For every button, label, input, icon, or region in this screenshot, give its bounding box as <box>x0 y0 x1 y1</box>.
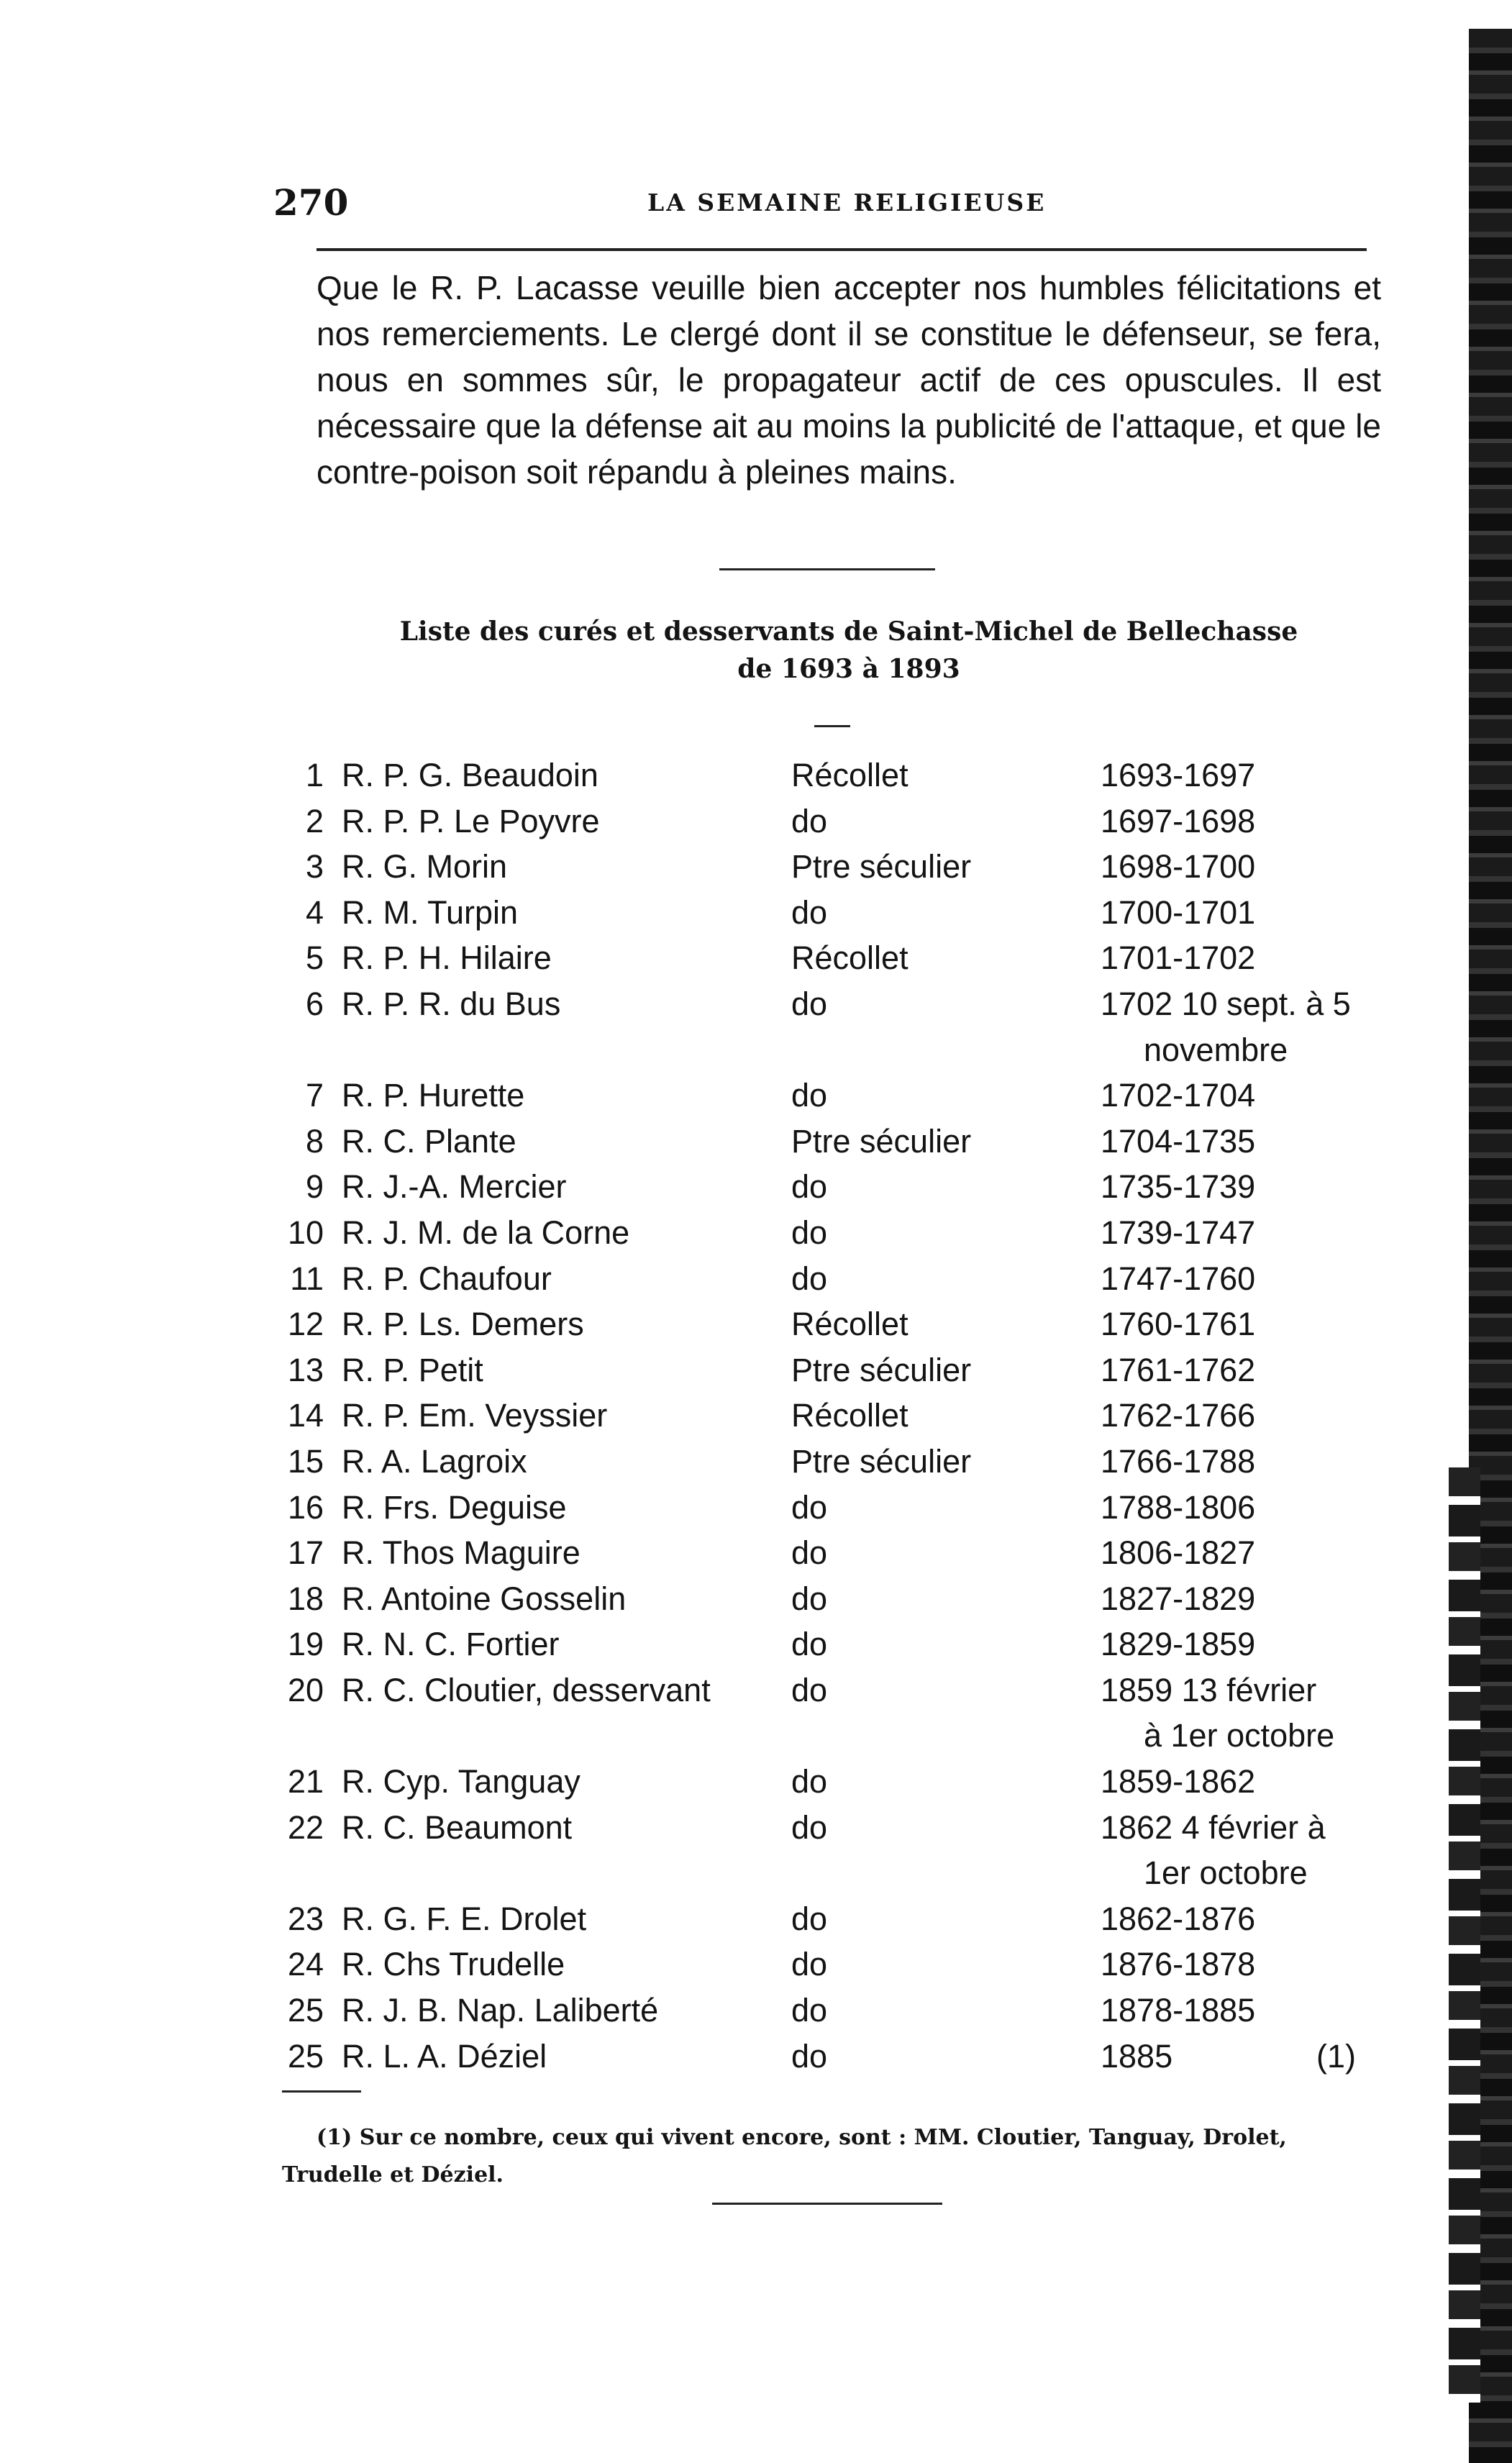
entry-dates <box>1101 752 1381 798</box>
entry-name: R. M. Turpin <box>342 893 519 931</box>
scan-edge-artifact <box>1449 1467 1480 2403</box>
entry-name: R. G. Morin <box>342 848 508 886</box>
entry-name: R. P. Petit <box>342 1351 483 1388</box>
entry-name: R. C. Cloutier, desservant <box>342 1671 711 1708</box>
entry-status: Ptre séculier <box>791 848 972 886</box>
entry-status: do <box>791 1808 828 1846</box>
entry-number: 14 <box>287 1397 324 1434</box>
entry-dates <box>1101 1759 1381 1805</box>
footnote-reference: (1) <box>1316 2037 1356 2075</box>
entry-name: R. L. A. Déziel <box>342 2037 547 2075</box>
entry-name: R. P. Hurette <box>342 1077 525 1114</box>
list-item <box>273 1621 1381 1667</box>
entry-dates-line: 1762-1766 <box>1101 1397 1256 1434</box>
entry-dates-continuation: novembre <box>1144 1031 1288 1068</box>
list-item <box>273 1988 1381 2034</box>
entry-dates-line: 1761-1762 <box>1101 1351 1256 1388</box>
entry-dates <box>1101 1164 1381 1210</box>
entry-number: 12 <box>287 1306 324 1343</box>
entry-dates <box>1101 1941 1381 1988</box>
entry-status: do <box>791 985 828 1022</box>
entry-dates <box>1101 844 1381 890</box>
list-item <box>273 935 1381 981</box>
entry-name: R. J. B. Nap. Laliberté <box>342 1992 659 2029</box>
list-item <box>273 1439 1381 1485</box>
list-title-line: Liste des curés et desservants de Saint-Michel de Bellechasse <box>399 616 1298 647</box>
entry-dates-line: 1700-1701 <box>1101 893 1256 931</box>
entry-dates-line: 1697-1698 <box>1101 802 1256 839</box>
list-item <box>273 1256 1381 1302</box>
entry-dates <box>1101 1667 1381 1759</box>
entry-name: R. Chs Trudelle <box>342 1946 565 1983</box>
list-item <box>273 1210 1381 1256</box>
entry-number: 24 <box>287 1946 324 1983</box>
footnote-line: (1) Sur ce nombre, ceux qui vivent encore, sont : MM. Cloutier, Tanguay, Drolet, <box>316 2125 1287 2150</box>
entry-dates-line: 1859-1862 <box>1101 1763 1256 1800</box>
entry-status: do <box>791 893 828 931</box>
entry-number: 11 <box>290 1260 324 1297</box>
entry-dates <box>1101 1621 1381 1667</box>
entry-dates <box>1101 1301 1381 1347</box>
entry-number: 5 <box>305 939 324 977</box>
list-item <box>273 981 1381 1073</box>
entry-dates-line: 1702-1704 <box>1101 1077 1256 1114</box>
entry-dates-line: 1766-1788 <box>1101 1442 1256 1480</box>
entry-dates-line: 1702 10 sept. à 5 <box>1101 985 1351 1022</box>
entry-name: R. G. F. E. Drolet <box>342 1900 587 1937</box>
list-item <box>273 890 1381 936</box>
entry-dates-line: 1862 4 février à <box>1101 1808 1326 1846</box>
entry-name: R. Cyp. Tanguay <box>342 1763 580 1800</box>
list-item <box>273 1485 1381 1531</box>
list-item <box>273 1576 1381 1622</box>
entry-name: R. A. Lagroix <box>342 1442 527 1480</box>
bottom-rule <box>712 2203 942 2205</box>
list-item <box>273 1667 1381 1759</box>
entry-dates-line: 1693-1697 <box>1101 757 1256 793</box>
entry-dates-line: 1704-1735 <box>1101 1122 1256 1160</box>
entry-number: 13 <box>287 1351 324 1388</box>
entry-name: R. Frs. Deguise <box>342 1488 567 1526</box>
entry-name: R. J. M. de la Corne <box>342 1214 630 1251</box>
entry-name: R. P. R. du Bus <box>342 985 561 1022</box>
entry-name: R. Thos Maguire <box>342 1534 580 1572</box>
entry-number: 15 <box>287 1442 324 1480</box>
entry-dates-line: 1806-1827 <box>1101 1534 1256 1572</box>
entry-dates <box>1101 935 1381 981</box>
entry-dates <box>1101 1073 1381 1119</box>
entry-dates <box>1101 1530 1381 1576</box>
entry-dates-line: 1876-1878 <box>1101 1946 1256 1983</box>
entry-name: R. P. Ls. Demers <box>342 1306 584 1343</box>
entry-dates-line: 1739-1747 <box>1101 1214 1256 1251</box>
entry-dates <box>1101 1896 1381 1942</box>
entry-name: R. C. Plante <box>342 1122 516 1160</box>
entry-status: do <box>791 1992 828 2029</box>
entry-dates <box>1101 1210 1381 1256</box>
entry-dates <box>1101 981 1381 1073</box>
entry-dates <box>1101 1988 1381 2034</box>
entry-number: 8 <box>305 1122 324 1160</box>
entry-number: 10 <box>287 1214 324 1251</box>
entry-number: 19 <box>287 1626 324 1663</box>
entry-number: 20 <box>287 1671 324 1708</box>
list-item <box>273 1896 1381 1942</box>
entry-status: do <box>791 1671 828 1708</box>
entry-dates <box>1101 798 1381 844</box>
entry-dates-line: 1747-1760 <box>1101 1260 1256 1297</box>
list-item <box>273 1347 1381 1393</box>
entry-dates <box>1101 1347 1381 1393</box>
intro-paragraph: Que le R. P. Lacasse veuille bien accepter nos humbles félicitations et nos remerciements. Le clergé dont il se constitue le défenseur, se fera, nous en sommes sûr, le propagateur actif de ces opuscules. Il est nécessaire que la défense ait au moins la publicité de l'attaque, et que le contre-poison soit répandu à pleines mains. <box>316 269 1381 491</box>
entry-number: 1 <box>305 757 324 793</box>
entry-dates-line: 1698-1700 <box>1101 848 1256 886</box>
title-underline <box>814 725 850 727</box>
entry-number: 16 <box>287 1488 324 1526</box>
list-item <box>273 1301 1381 1347</box>
entry-status: do <box>791 1260 828 1297</box>
entry-name: R. C. Beaumont <box>342 1808 573 1846</box>
list-item <box>273 798 1381 844</box>
entry-dates-line: 1788-1806 <box>1101 1488 1256 1526</box>
entry-status: Ptre séculier <box>791 1351 972 1388</box>
entry-dates-continuation: à 1er octobre <box>1144 1717 1335 1754</box>
entry-status: do <box>791 1900 828 1937</box>
entry-status: Ptre séculier <box>791 1122 972 1160</box>
entry-status: Ptre séculier <box>791 1442 972 1480</box>
entry-status: Récollet <box>791 1306 908 1343</box>
entry-number: 3 <box>305 848 324 886</box>
entry-status: do <box>791 1626 828 1663</box>
list-item <box>273 1759 1381 1805</box>
entry-status: do <box>791 1580 828 1617</box>
entry-name: R. P. P. Le Poyvre <box>342 802 600 839</box>
entry-status: Récollet <box>791 939 908 977</box>
entry-name: R. P. Em. Veyssier <box>342 1397 608 1434</box>
entry-number: 7 <box>305 1077 324 1114</box>
entry-status: Récollet <box>791 757 908 793</box>
list-item <box>273 1073 1381 1119</box>
entry-number: 6 <box>305 985 324 1022</box>
page-number: 270 <box>273 181 349 224</box>
entry-dates <box>1101 1393 1381 1439</box>
entry-name: R. P. H. Hilaire <box>342 939 552 977</box>
page-header <box>273 181 1367 224</box>
entry-dates <box>1101 1256 1381 1302</box>
list-item <box>273 1805 1381 1896</box>
section-divider <box>719 568 935 570</box>
entry-name: R. Antoine Gosselin <box>342 1580 627 1617</box>
footnote <box>282 2119 1347 2194</box>
entry-number: 9 <box>305 1168 324 1206</box>
entry-dates-line: 1859 13 février <box>1101 1671 1317 1708</box>
entry-name: R. P. Chaufour <box>342 1260 552 1297</box>
entry-name: R. N. C. Fortier <box>342 1626 560 1663</box>
cures-list <box>273 752 1381 2079</box>
entry-number: 18 <box>287 1580 324 1617</box>
list-title-line: de 1693 à 1893 <box>737 654 960 684</box>
running-title: LA SEMAINE RELIGIEUSE <box>647 188 1047 217</box>
entry-dates-line: 1760-1761 <box>1101 1306 1256 1343</box>
entry-number: 22 <box>287 1808 324 1846</box>
entry-number: 25 <box>287 1992 324 2029</box>
entry-dates <box>1101 1119 1381 1165</box>
entry-number: 17 <box>287 1534 324 1572</box>
entry-number: 4 <box>305 893 324 931</box>
entry-dates-line: 1862-1876 <box>1101 1900 1256 1937</box>
entry-status: do <box>791 2037 828 2075</box>
entry-name: R. P. G. Beaudoin <box>342 757 598 793</box>
entry-dates-line: 1885 <box>1101 2037 1173 2075</box>
list-item <box>273 1530 1381 1576</box>
entry-status: do <box>791 1168 828 1206</box>
entry-status: do <box>791 1488 828 1526</box>
list-item <box>273 1119 1381 1165</box>
list-item <box>273 1164 1381 1210</box>
header-rule <box>316 248 1367 251</box>
entry-status: do <box>791 802 828 839</box>
entry-dates <box>1101 1439 1381 1485</box>
entry-status: do <box>791 1214 828 1251</box>
entry-dates <box>1101 1576 1381 1622</box>
entry-dates-line: 1735-1739 <box>1101 1168 1256 1206</box>
list-item <box>273 752 1381 798</box>
list-item <box>273 1393 1381 1439</box>
footnote-rule <box>282 2090 361 2093</box>
entry-status: Récollet <box>791 1397 908 1434</box>
entry-dates <box>1101 1485 1381 1531</box>
entry-dates-line: 1827-1829 <box>1101 1580 1256 1617</box>
entry-dates <box>1101 890 1381 936</box>
entry-name: R. J.-A. Mercier <box>342 1168 567 1206</box>
footnote-line: Trudelle et Déziel. <box>282 2162 504 2187</box>
entry-dates-continuation: 1er octobre <box>1144 1854 1308 1892</box>
list-title <box>316 613 1381 688</box>
entry-status: do <box>791 1946 828 1983</box>
entry-dates <box>1101 1805 1381 1896</box>
entry-status: do <box>791 1534 828 1572</box>
list-item <box>273 1941 1381 1988</box>
entry-status: do <box>791 1763 828 1800</box>
entry-dates-line: 1701-1702 <box>1101 939 1256 977</box>
entry-number: 25 <box>287 2037 324 2075</box>
entry-dates-line: 1829-1859 <box>1101 1626 1256 1663</box>
entry-status: do <box>791 1077 828 1114</box>
list-item <box>273 2034 1381 2080</box>
entry-number: 23 <box>287 1900 324 1937</box>
entry-dates-line: 1878-1885 <box>1101 1992 1256 2029</box>
list-item <box>273 844 1381 890</box>
entry-number: 21 <box>287 1763 324 1800</box>
entry-number: 2 <box>305 802 324 839</box>
